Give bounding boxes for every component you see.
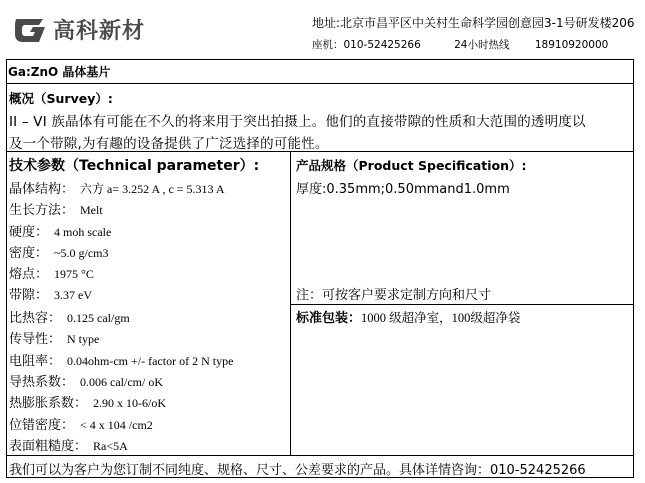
param-label: 位错密度： xyxy=(9,418,75,433)
param-row xyxy=(9,284,92,303)
param-row xyxy=(9,435,128,454)
param-label: 导热系数： xyxy=(9,375,75,390)
custom-note: 注：可按客户要求定制方向和尺寸 xyxy=(296,288,492,303)
param-row xyxy=(9,199,103,218)
param-label: 热膨胀系数： xyxy=(9,396,88,411)
logo-mark-icon xyxy=(13,15,49,45)
param-label: 晶体结构： xyxy=(9,182,75,197)
param-row xyxy=(9,371,163,390)
packaging-value: 1000 级超净室，100级超净袋 xyxy=(361,311,521,325)
param-row xyxy=(9,350,233,369)
company-name: 高科新材 xyxy=(53,19,146,44)
param-value: N type xyxy=(67,332,100,346)
param-label: 带隙： xyxy=(9,288,49,303)
hotline-number: 18910920000 xyxy=(534,39,609,51)
contact-phones xyxy=(312,37,608,52)
overview-text: II – VI 族晶体有可能在不久的将来用于突出拍摄上。他们的直接带隙的性质和大范围的透明度以 xyxy=(9,114,586,130)
overview-text: 及一个带隙,为有趣的设备提供了广泛选择的可能性。 xyxy=(9,136,329,152)
param-row xyxy=(9,392,166,411)
param-value: ~5.0 g/cm3 xyxy=(54,246,109,260)
divider xyxy=(6,83,634,84)
product-spec-heading: 产品规格（Product Specification）: xyxy=(296,158,527,173)
param-label: 电阻率： xyxy=(9,354,62,369)
param-row xyxy=(9,328,99,347)
param-value: Ra<5A xyxy=(93,439,128,453)
param-row xyxy=(9,242,109,261)
param-label: 密度： xyxy=(9,246,49,261)
param-value: 4 moh scale xyxy=(54,225,112,239)
param-row xyxy=(9,178,225,197)
param-label: 传导性： xyxy=(9,332,62,347)
param-value: 2.90 x 10-6/oK xyxy=(93,396,167,410)
column-divider xyxy=(290,151,291,455)
param-row xyxy=(9,307,130,326)
param-value: 3.37 eV xyxy=(54,288,93,302)
hotline-label: 24小时热线 xyxy=(454,39,510,51)
param-value: 0.125 cal/gm xyxy=(67,311,130,325)
param-label: 生长方法： xyxy=(9,203,75,218)
param-value: 1975 °C xyxy=(54,267,94,281)
packaging-row xyxy=(296,307,520,326)
divider xyxy=(290,304,634,305)
param-row xyxy=(9,414,153,433)
param-label: 表面粗糙度： xyxy=(9,439,88,454)
param-value: 六方 a= 3.252 A , c = 5.313 A xyxy=(80,182,225,196)
company-logo xyxy=(13,13,153,47)
param-label: 比热容： xyxy=(9,311,62,326)
param-value: Melt xyxy=(80,203,103,217)
param-row xyxy=(9,221,111,240)
thickness-spec: 厚度:0.35mm;0.50mmand1.0mm xyxy=(296,182,510,197)
footer-contact: 我们可以为客户为您订制不同纯度、规格、尺寸、公差要求的产品。具体详情咨询：010-52425266 xyxy=(9,463,586,478)
packaging-label: 标准包装： xyxy=(296,311,362,326)
param-value: < 4 x 104 /cm2 xyxy=(80,418,153,432)
param-row xyxy=(9,263,94,282)
param-label: 熔点： xyxy=(9,267,49,282)
company-address: 地址:北京市昌平区中关村生命科学园创意园3-1号研发楼206 xyxy=(312,16,635,30)
product-title: Ga:ZnO 晶体基片 xyxy=(8,65,111,79)
param-value: 0.006 cal/cm/ oK xyxy=(80,375,163,389)
param-label: 硬度： xyxy=(9,225,49,240)
overview-heading: 概况（Survey）: xyxy=(9,91,113,106)
technical-heading: 技术参数（Technical parameter）: xyxy=(9,158,260,174)
divider xyxy=(6,455,634,456)
param-value: 0.04ohm-cm +/- factor of 2 N type xyxy=(67,354,234,368)
landline-number: 座机：010-52425266 xyxy=(312,39,421,51)
